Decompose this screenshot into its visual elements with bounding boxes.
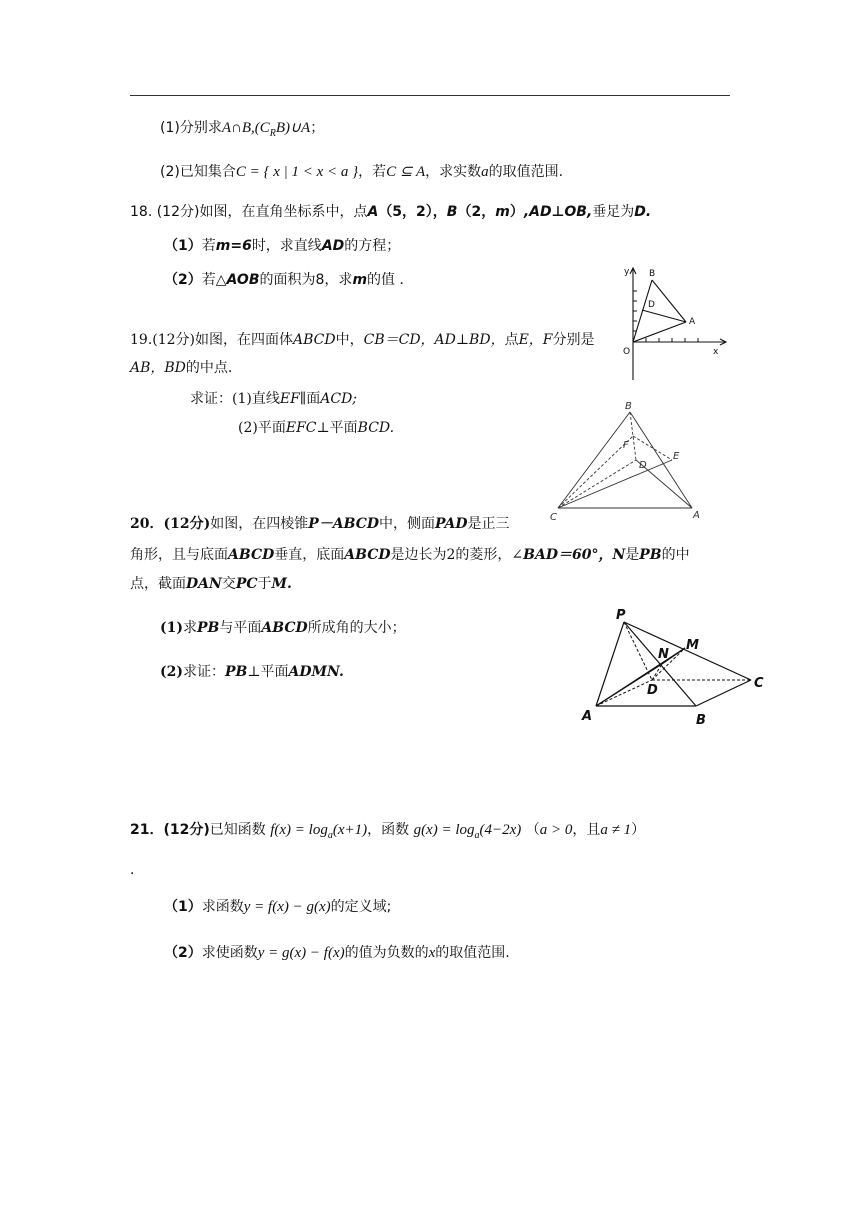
function-f: $f(x) = \log_a(x+1)$ — [270, 822, 368, 841]
set-c-definition: C = { x | 1 < x < a } — [235, 164, 359, 180]
header-rule — [130, 95, 730, 96]
x-label: x — [713, 347, 719, 357]
q20-stem-line2: 角形，且与底面ABCD垂直，底面ABCD是边长为2的菱形，∠BAD＝60°，N是PB的中 — [130, 547, 690, 563]
q18-part2: （2）若△AOB的面积为8，求m的值 ． — [164, 272, 414, 288]
question-number: 19. — [130, 332, 153, 348]
question-score: (12分) — [156, 204, 200, 220]
segment-fe — [633, 436, 672, 460]
point-m-label: M — [686, 638, 699, 653]
origin-label: O — [623, 347, 631, 357]
point-e-label: E — [673, 451, 680, 462]
vertex-a-label: A — [693, 510, 700, 521]
segment-ce — [558, 460, 672, 508]
q18-coordinate-figure — [618, 260, 733, 380]
vertex-b-label: B — [625, 401, 632, 412]
function-g: $g(x) = \log_a(4-2x)$ — [413, 822, 522, 841]
q19-part1: 求证：(1)直线EF∥面ACD; — [190, 391, 358, 407]
edge-pa — [596, 622, 624, 706]
edge-bc — [558, 412, 630, 508]
vertex-c-label: C — [754, 676, 764, 691]
segment-ad — [642, 310, 686, 322]
q21-part1: （1）求函数y = f(x) − g(x)的定义域; — [164, 899, 392, 915]
q18-stem: 18. (12分)如图，在直角坐标系中，点A（5，2），B（2，m）,AD⊥OB,垂足为D. — [130, 204, 652, 220]
question-score: (12分) — [152, 332, 196, 348]
question-number: 21． — [130, 822, 164, 838]
question-number: 20． — [130, 516, 164, 532]
q20-stem-line1: 20．(12分)如图，在四棱锥P－ABCD中，侧面PAD是正三 — [130, 516, 510, 532]
edge-pd — [624, 622, 652, 680]
vertex-d-label: D — [639, 460, 647, 471]
segment-ba — [652, 280, 686, 322]
q20-pyramid-figure — [576, 606, 770, 728]
y-label: y — [624, 267, 630, 277]
q19-tetrahedron-figure — [546, 400, 716, 525]
question-score: (12分) — [163, 516, 211, 532]
q17-part1-math: $A\cap B,(C_RB)\cup A$ — [221, 120, 311, 139]
vertex-a-label: A — [582, 709, 593, 724]
q21-stem-dot: . — [130, 862, 135, 878]
q17-part1: (1)分别求$A\cap B,(C_RB)\cup A$； — [160, 120, 325, 139]
segment-cf — [558, 436, 633, 508]
edge-cd — [558, 460, 636, 508]
q20-stem-line3: 点，截面DAN交PC于M. — [130, 576, 292, 592]
vertex-d-label: D — [647, 683, 658, 698]
point-f-label: F — [623, 440, 629, 451]
question-score: (12分) — [163, 822, 210, 838]
vertex-c-label: C — [550, 512, 557, 523]
q19-stem-line1: 19.(12分)如图，在四面体ABCD中，CB＝CD，AD⊥BD，点E，F分别是 — [130, 332, 595, 348]
edge-bc — [696, 680, 751, 706]
vertex-b-label: B — [696, 713, 706, 728]
question-number: 18. — [130, 204, 153, 220]
point-d-label: D — [648, 300, 655, 310]
q21-stem: 21．(12分)已知函数 $f(x) = \log_a(x+1)$，函数 $g(x) = \log_a(4-2x) (a > 0$，且a ≠ 1） — [130, 822, 646, 841]
q21-part2: （2）求使函数y = g(x) − f(x)的值为负数的x的取值范围. — [164, 945, 510, 961]
point-b-label: B — [649, 269, 656, 279]
q20-part2: (2)求证：PB⊥平面ADMN. — [160, 664, 344, 680]
q17-part1-label: (1)分别求 — [160, 120, 222, 136]
q20-part1: (1)求PB与平面ABCD所成角的大小； — [160, 620, 406, 636]
point-n-label: N — [658, 647, 669, 662]
vertex-p-label: P — [616, 608, 626, 623]
q18-part1: （1）若m=6时，求直线AD的方程； — [164, 238, 401, 254]
edge-ad — [596, 680, 652, 706]
point-a-label: A — [689, 317, 696, 327]
q17-part2: (2)已知集合C = { x | 1 < x < a }，若C ⊆ A，求实数a的取值范围. — [160, 164, 564, 180]
q19-part2: (2)平面EFC⊥平面BCD. — [238, 420, 395, 436]
q19-stem-line2: AB，BD的中点． — [130, 360, 242, 376]
